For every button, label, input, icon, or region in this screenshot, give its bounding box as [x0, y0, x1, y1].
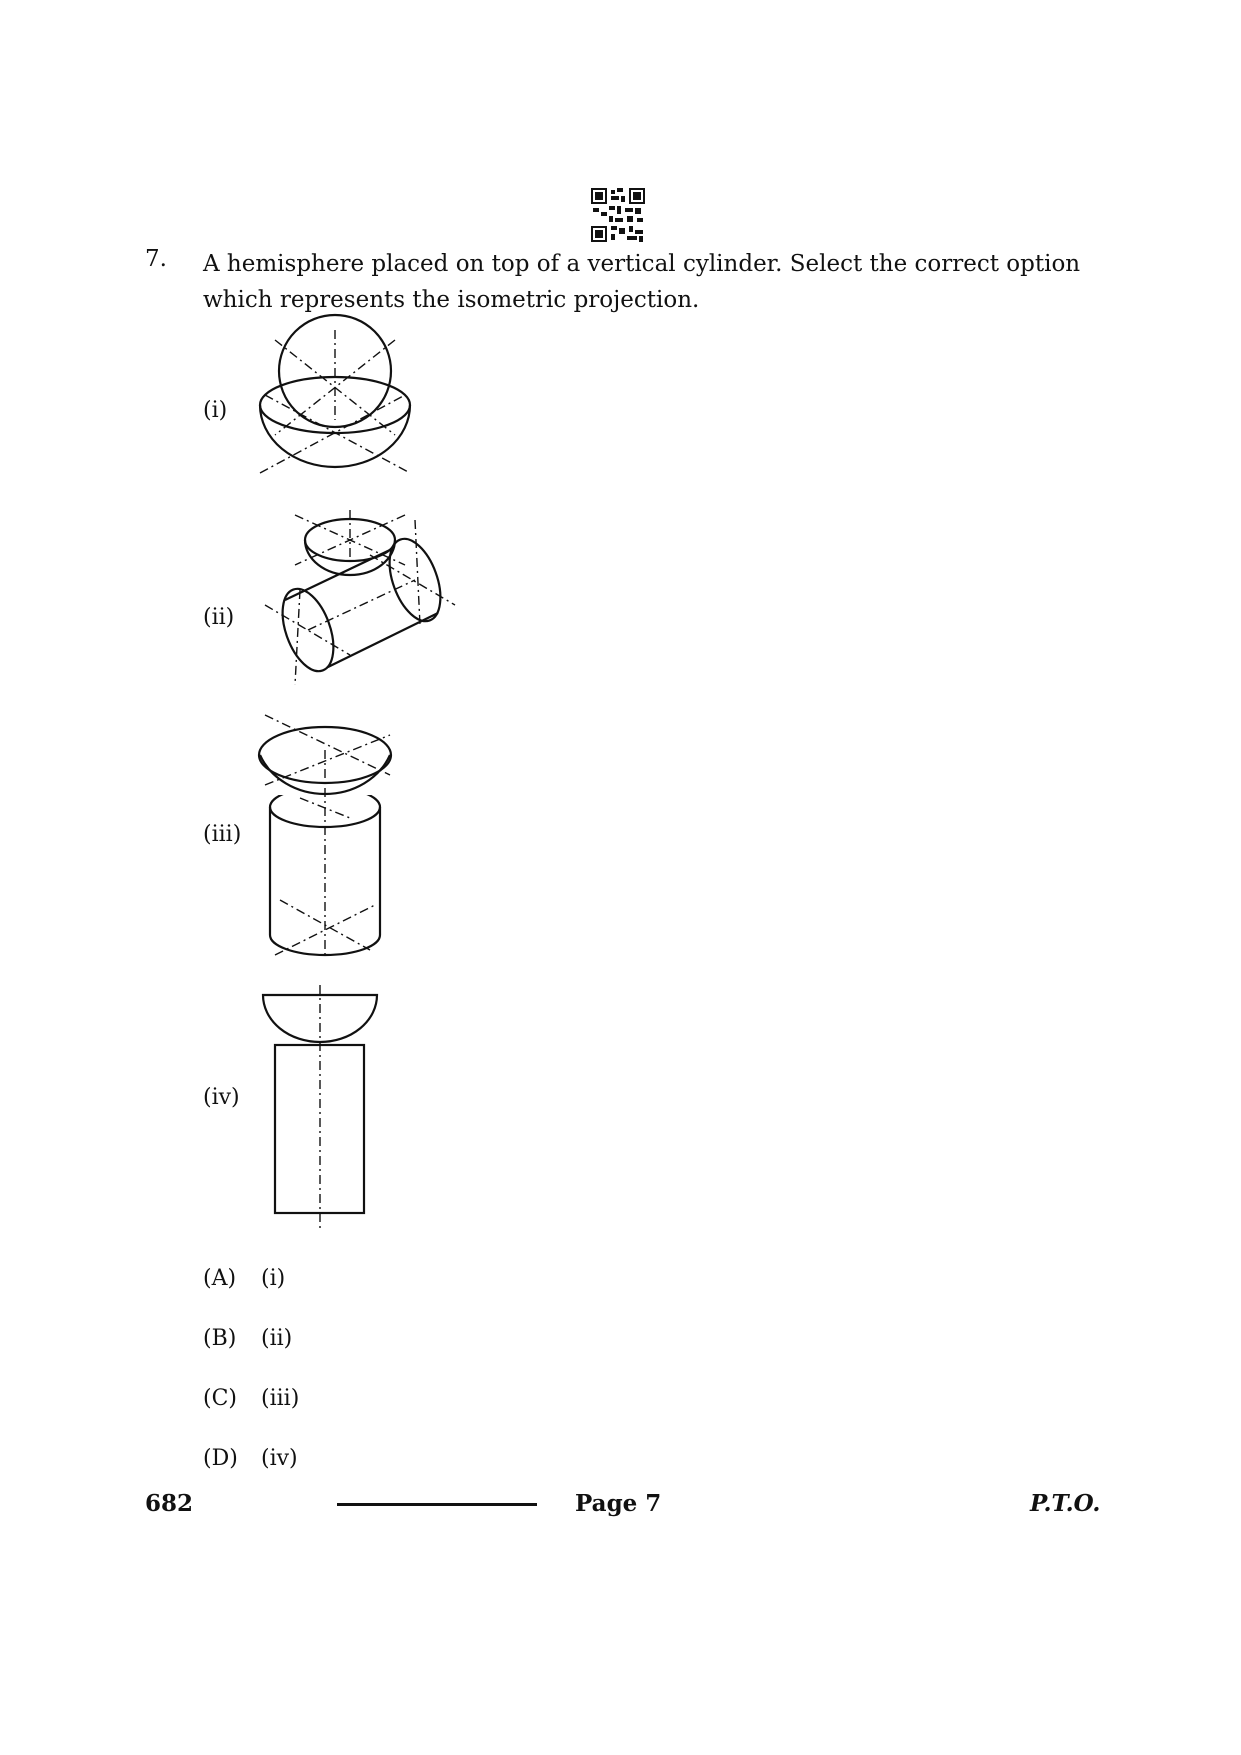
option-value-a: (i) [261, 1266, 286, 1291]
hemisphere-on-vertical-cylinder-isometric-figure [255, 715, 415, 955]
option-letter-b: (B) [203, 1326, 237, 1351]
figure-label-ii: (ii) [203, 605, 235, 630]
pto-note: P.T.O. [1030, 1490, 1101, 1517]
question-text: A hemisphere placed on top of a vertical cylinder. Select the correct option which represents the isometric projection. [203, 251, 1081, 313]
question-number: 7. [145, 246, 167, 272]
sphere-in-hemisphere-figure [255, 325, 415, 480]
hemisphere-on-horizontal-cylinder-figure [265, 510, 455, 685]
option-letter-d: (D) [203, 1446, 238, 1471]
qr-code-icon [591, 188, 645, 242]
option-value-b: (ii) [261, 1326, 293, 1351]
option-letter-a: (A) [203, 1266, 237, 1291]
figure-label-iv: (iv) [203, 1085, 240, 1110]
figure-label-i: (i) [203, 398, 228, 423]
footer-rule [337, 1503, 537, 1506]
hemisphere-on-cylinder-orthographic-figure [263, 985, 377, 1230]
option-letter-c: (C) [203, 1386, 237, 1411]
figure-label-iii: (iii) [203, 822, 242, 847]
page-number: Page 7 [575, 1490, 662, 1517]
option-value-c: (iii) [261, 1386, 300, 1411]
paper-code: 682 [145, 1490, 194, 1517]
option-value-d: (iv) [261, 1446, 298, 1471]
